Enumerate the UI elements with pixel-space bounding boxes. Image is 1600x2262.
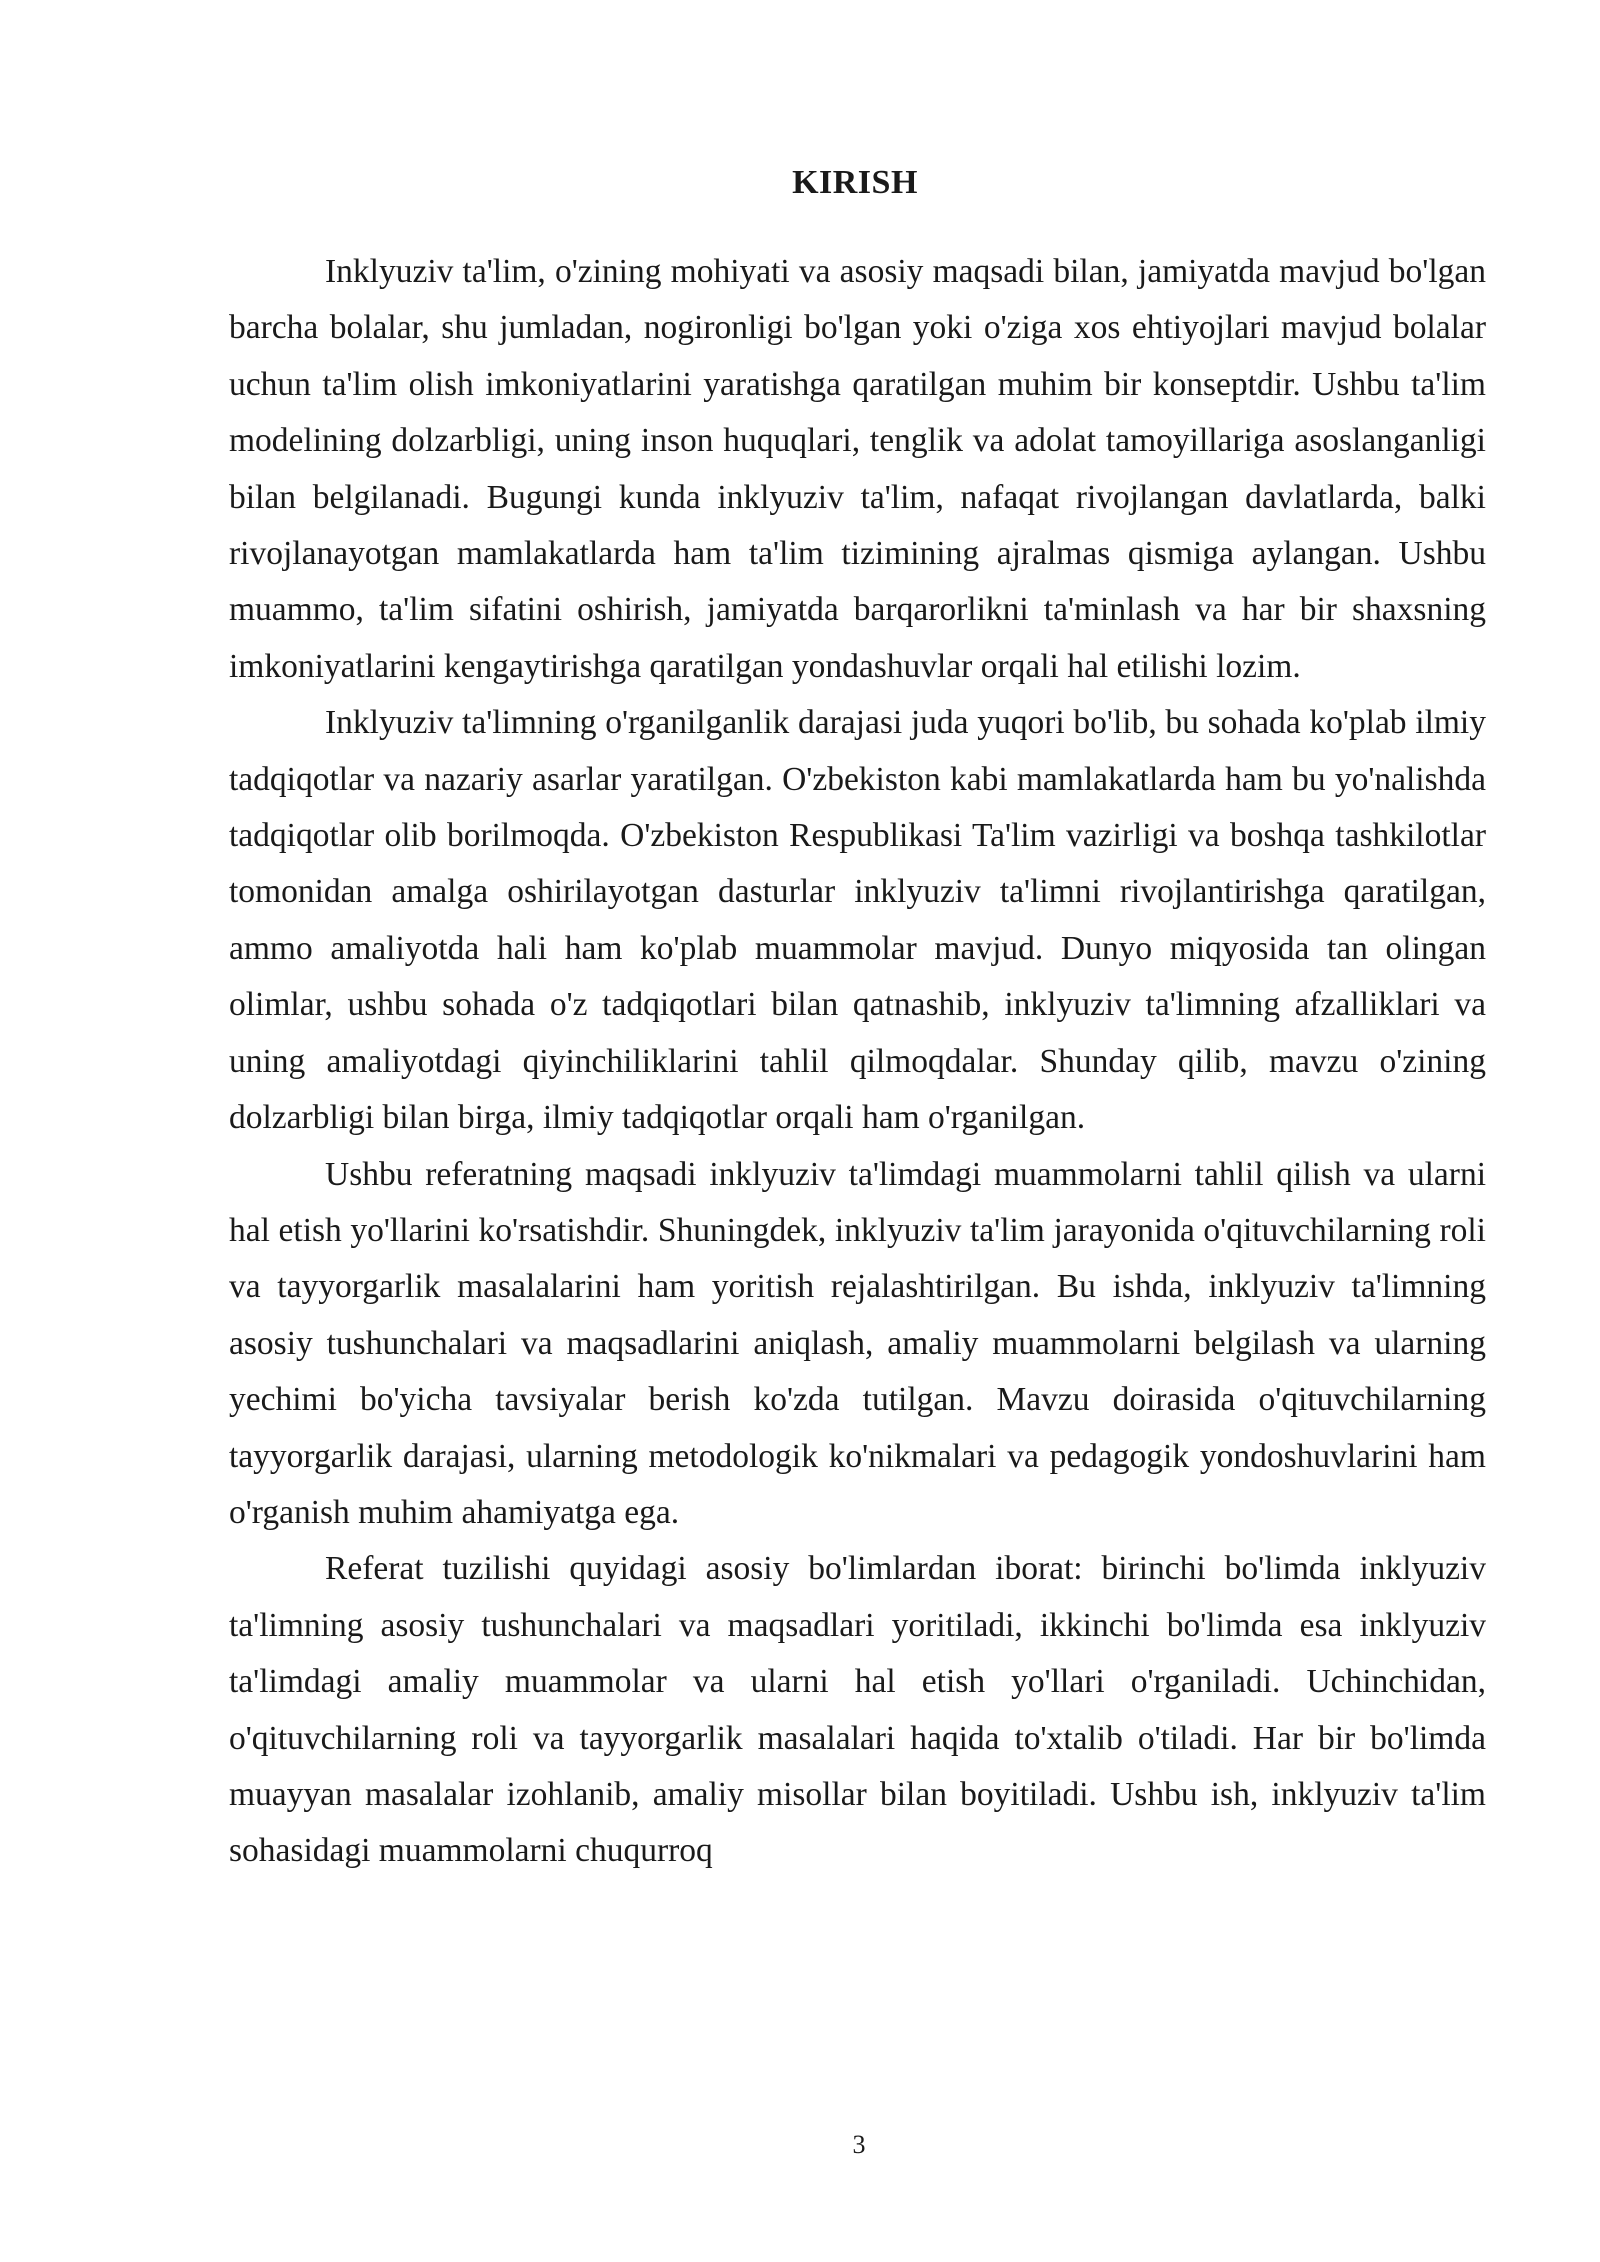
section-heading: KIRISH xyxy=(792,164,918,201)
paragraph-1: Inklyuziv ta'lim, o'zining mohiyati va asosiy maqsadi bilan, jamiyatda mavjud bo'lgan barcha bolalar, shu jumladan, nogironligi bo'lgan yoki o'ziga xos ehtiyojlari mavjud bolalar uchun ta'lim olish imkoniyatlarini yaratishga qaratilgan muhim bir konseptdir. Ushbu ta'lim modelining dolzarbligi, uning inson huquqlari, tenglik va adolat tamoyillariga asoslanganligi bilan belgilanadi. Bugungi kunda inklyuziv ta'lim, nafaqat rivojlangan davlatlarda, balki rivojlanayotgan mamlakatlarda ham ta'lim tizimining ajralmas qismiga aylangan. Ushbu muammo, ta'lim sifatini oshirish, jamiyatda barqarorlikni ta'minlash va har bir shaxsning imkoniyatlarini kengaytirishga qaratilgan yondashuvlar orqali hal etilishi lozim. xyxy=(229,253,1486,685)
paragraph-4: Referat tuzilishi quyidagi asosiy bo'limlardan iborat: birinchi bo'limda inklyuziv ta'limning asosiy tushunchalari va maqsadlari yoritiladi, ikkinchi bo'limda esa inklyuziv ta'limdagi amaliy muammolar va ularni hal etish yo'llari o'rganiladi. Uchinchidan, o'qituvchilarning roli va tayyorgarlik masalalari haqida to'xtalib o'tiladi. Har bir bo'limda muayyan masalalar izohlanib, amaliy misollar bilan boyitiladi. Ushbu ish, inklyuziv ta'lim sohasidagi muammolarni chuqurroq xyxy=(229,1550,1486,1870)
page-number: 3 xyxy=(852,2130,866,2159)
paragraph-3: Ushbu referatning maqsadi inklyuziv ta'limdagi muammolarni tahlil qilish va ularni hal etish yo'llarini ko'rsatishdir. Shuningdek, inklyuziv ta'lim jarayonida o'qituvchilarning roli va tayyorgarlik masalalarini ham yoritish rejalashtirilgan. Bu ishda, inklyuziv ta'limning asosiy tushunchalari va maqsadlarini aniqlash, amaliy muammolarni belgilash va ularning yechimi bo'yicha tavsiyalar berish ko'zda tutilgan. Mavzu doirasida o'qituvchilarning tayyorgarlik darajasi, ularning metodologik ko'nikmalari va pedagogik yondoshuvlarini ham o'rganish muhim ahamiyatga ega. xyxy=(229,1155,1486,1531)
paragraph-2: Inklyuziv ta'limning o'rganilganlik darajasi juda yuqori bo'lib, bu sohada ko'plab ilmiy tadqiqotlar va nazariy asarlar yaratilgan. O'zbekiston kabi mamlakatlarda ham bu yo'nalishda tadqiqotlar olib borilmoqda. O'zbekiston Respublikasi Ta'lim vazirligi va boshqa tashkilotlar tomonidan amalga oshirilayotgan dasturlar inklyuziv ta'limni rivojlantirishga qaratilgan, ammo amaliyotda hali ham ko'plab muammolar mavjud. Dunyo miqyosida tan olingan olimlar, ushbu sohada o'z tadqiqotlari bilan qatnashib, inklyuziv ta'limning afzalliklari va uning amaliyotdagi qiyinchiliklarini tahlil qilmoqdalar. Shunday qilib, mavzu o'zining dolzarbligi bilan birga, ilmiy tadqiqotlar orqali ham o'rganilgan. xyxy=(229,704,1486,1137)
body-text xyxy=(229,244,1486,1880)
